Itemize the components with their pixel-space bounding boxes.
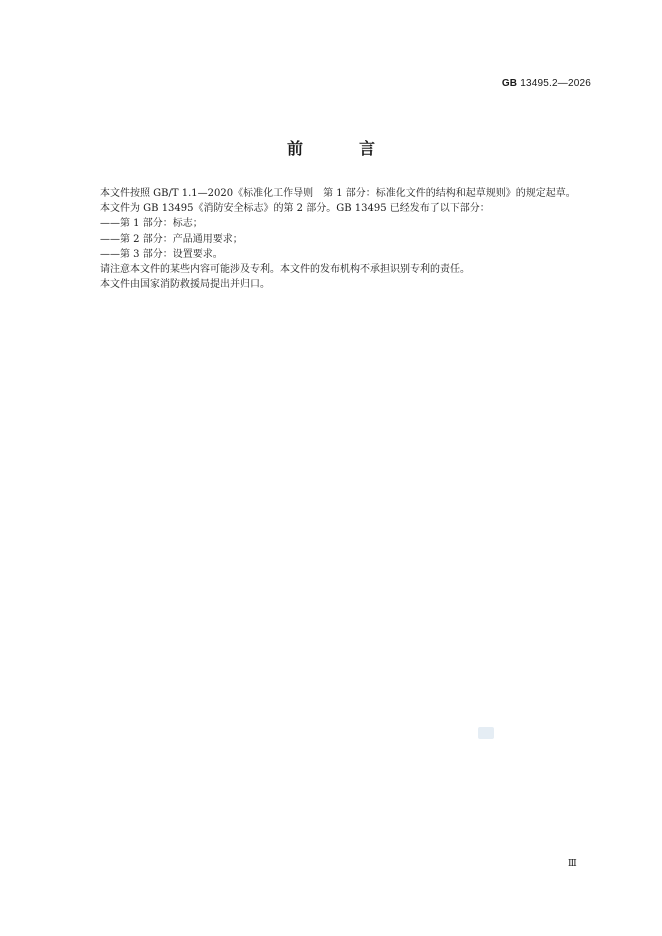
standard-prefix: GB <box>501 78 518 89</box>
paragraph-part-info: 本文件为 GB 13495《消防安全标志》的第 2 部分。GB 13495 已经发布了以下部分： <box>100 203 490 215</box>
standard-code-header <box>502 78 591 89</box>
paragraph-proposer: 本文件由国家消防救援局提出并归口。 <box>100 279 270 291</box>
list-item-part-2: ——第 2 部分：产品通用要求； <box>100 233 243 245</box>
paragraph-patent-notice: 请注意本文件的某些内容可能涉及专利。本文件的发布机构不承担识别专利的责任。 <box>100 264 470 276</box>
page-title: 前 言 <box>286 139 395 158</box>
paragraph-drafting-rules: 本文件按照 GB/T 1.1—2020《标准化工作导则 第 1 部分：标准化文件的结构和起草规则》的规定起草。 <box>100 188 576 199</box>
list-item-part-3: ——第 3 部分：设置要求。 <box>100 248 223 260</box>
foreword-body <box>80 186 591 292</box>
page-number: Ⅲ <box>568 858 577 868</box>
standard-number: 13495.2—2026 <box>520 78 591 89</box>
list-item-part-1: ——第 1 部分：标志； <box>100 218 203 230</box>
sac-watermark-logo <box>478 727 494 739</box>
